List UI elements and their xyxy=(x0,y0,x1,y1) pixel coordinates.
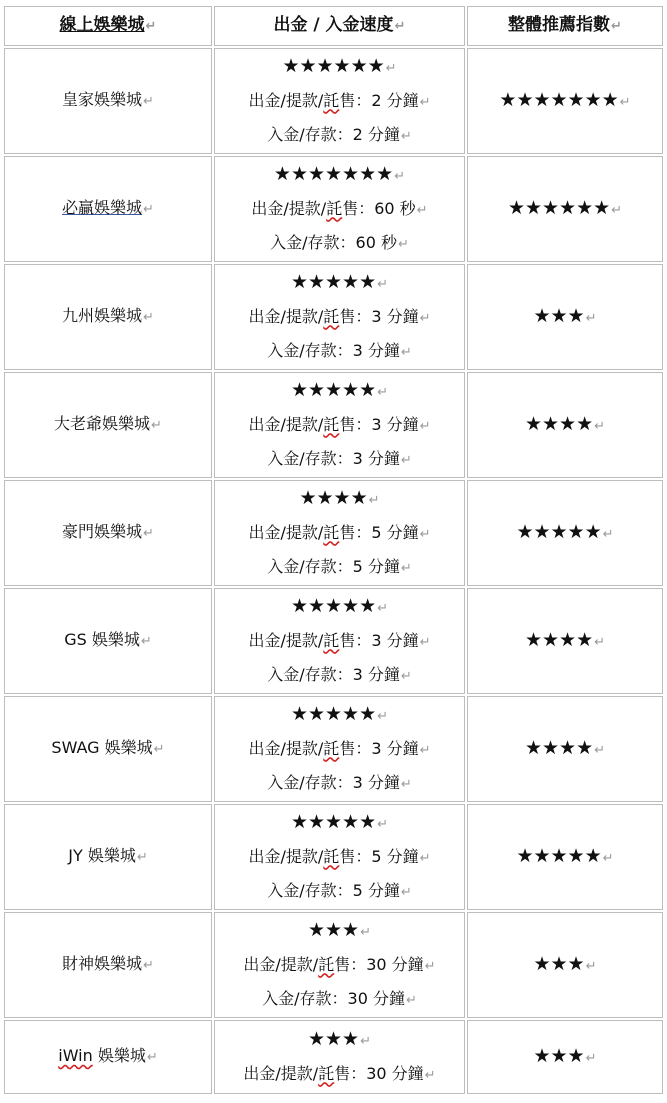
paragraph-mark-icon: ↵ xyxy=(400,560,412,576)
paragraph-mark-icon: ↵ xyxy=(400,776,412,792)
casino-name: iWin 娛樂城 xyxy=(58,1046,146,1065)
withdraw-speed: 出金/提款/託售：30 分鐘 xyxy=(243,1063,424,1083)
table-row xyxy=(4,588,663,694)
deposit-speed: 入金/存款：3 分鐘 xyxy=(267,772,400,792)
paragraph-mark-icon: ↵ xyxy=(377,708,389,724)
paragraph-mark-icon: ↵ xyxy=(400,128,412,144)
speed-cell xyxy=(214,480,465,586)
deposit-speed: 入金/存款：2 分鐘 xyxy=(267,124,400,144)
paragraph-mark-icon: ↵ xyxy=(377,600,389,616)
paragraph-mark-icon: ↵ xyxy=(611,202,623,218)
overall-rating-cell xyxy=(467,264,663,370)
overall-rating-cell xyxy=(467,48,663,154)
deposit-speed: 入金/存款：5 分鐘 xyxy=(267,880,400,900)
speed-stars: ★★★ xyxy=(307,1027,360,1050)
speed-stars: ★★★★★ xyxy=(290,270,377,293)
paragraph-mark-icon: ↵ xyxy=(140,634,152,649)
overall-stars: ★★★★★ xyxy=(516,520,602,543)
table-row xyxy=(4,1020,663,1094)
paragraph-mark-icon: ↵ xyxy=(419,418,431,434)
table-row xyxy=(4,696,663,802)
paragraph-mark-icon: ↵ xyxy=(143,310,154,325)
paragraph-mark-icon: ↵ xyxy=(594,634,606,650)
paragraph-mark-icon: ↵ xyxy=(394,168,406,184)
withdraw-speed: 出金/提款/託售：3 分鐘 xyxy=(248,738,419,758)
overall-rating-cell xyxy=(467,480,663,586)
withdraw-speed: 出金/提款/託售：30 分鐘 xyxy=(243,954,424,974)
paragraph-mark-icon: ↵ xyxy=(143,94,154,109)
paragraph-mark-icon: ↵ xyxy=(602,850,614,866)
casino-name-cell xyxy=(4,48,212,154)
paragraph-mark-icon: ↵ xyxy=(136,850,148,865)
paragraph-mark-icon: ↵ xyxy=(585,310,597,326)
paragraph-mark-icon: ↵ xyxy=(377,384,389,400)
header-speed: 出金 / 入金速度↵ xyxy=(214,6,465,46)
table-row xyxy=(4,480,663,586)
casino-name-cell xyxy=(4,804,212,910)
speed-stars: ★★★★★ xyxy=(290,378,377,401)
paragraph-mark-icon: ↵ xyxy=(151,418,162,433)
paragraph-mark-icon: ↵ xyxy=(400,884,412,900)
overall-stars: ★★★★★★ xyxy=(507,196,611,219)
withdraw-speed: 出金/提款/託售：3 分鐘 xyxy=(248,414,419,434)
casino-name: 豪門娛樂城 xyxy=(62,522,143,541)
overall-stars: ★★★ xyxy=(533,304,585,327)
casino-name-cell xyxy=(4,588,212,694)
table-row xyxy=(4,156,663,262)
table-row xyxy=(4,264,663,370)
paragraph-mark-icon: ↵ xyxy=(416,202,428,218)
casino-name: 皇家娛樂城 xyxy=(62,90,143,109)
casino-name-cell xyxy=(4,696,212,802)
speed-cell xyxy=(214,696,465,802)
paragraph-mark-icon: ↵ xyxy=(419,310,431,326)
casino-name: 必贏娛樂城 xyxy=(62,198,143,217)
header-row xyxy=(4,6,663,46)
casino-name-cell xyxy=(4,372,212,478)
paragraph-mark-icon: ↵ xyxy=(424,958,436,974)
paragraph-mark-icon: ↵ xyxy=(419,742,431,758)
paragraph-mark-icon: ↵ xyxy=(585,958,597,974)
paragraph-mark-icon: ↵ xyxy=(424,1067,436,1083)
overall-rating-cell xyxy=(467,588,663,694)
withdraw-speed: 出金/提款/託售：5 分鐘 xyxy=(248,522,419,542)
withdraw-speed: 出金/提款/託售：2 分鐘 xyxy=(248,90,419,110)
withdraw-speed: 出金/提款/託售：60 秒 xyxy=(251,198,416,218)
deposit-speed: 入金/存款：3 分鐘 xyxy=(267,340,400,360)
speed-stars: ★★★★★★ xyxy=(282,54,385,77)
paragraph-mark-icon: ↵ xyxy=(400,668,412,684)
withdraw-speed: 出金/提款/託售：3 分鐘 xyxy=(248,306,419,326)
overall-rating-cell xyxy=(467,372,663,478)
paragraph-mark-icon: ↵ xyxy=(360,1033,371,1049)
paragraph-mark-icon: ↵ xyxy=(400,344,412,360)
header-casino-name: 線上娛樂城↵ xyxy=(4,6,212,46)
overall-stars: ★★★★★ xyxy=(516,844,602,867)
casino-name: SWAG 娛樂城 xyxy=(51,738,153,757)
casino-name-cell xyxy=(4,480,212,586)
overall-rating-cell xyxy=(467,696,663,802)
header-overall-rating: 整體推薦指數↵ xyxy=(467,6,663,46)
speed-cell xyxy=(214,264,465,370)
comparison-table xyxy=(2,4,665,1096)
speed-cell xyxy=(214,588,465,694)
withdraw-speed: 出金/提款/託售：3 分鐘 xyxy=(248,630,419,650)
overall-stars: ★★★★ xyxy=(524,736,594,759)
speed-cell xyxy=(214,912,465,1018)
deposit-speed: 入金/存款：3 分鐘 xyxy=(267,664,400,684)
casino-name: GS 娛樂城 xyxy=(64,630,140,649)
paragraph-mark-icon: ↵ xyxy=(153,742,165,757)
paragraph-mark-icon: ↵ xyxy=(143,526,154,541)
overall-rating-cell xyxy=(467,804,663,910)
paragraph-mark-icon: ↵ xyxy=(143,958,154,973)
paragraph-mark-icon: ↵ xyxy=(419,634,431,650)
speed-stars: ★★★★★ xyxy=(290,702,377,725)
paragraph-mark-icon: ↵ xyxy=(419,94,431,110)
paragraph-mark-icon: ↵ xyxy=(143,202,154,217)
paragraph-mark-icon: ↵ xyxy=(419,850,431,866)
table-row xyxy=(4,804,663,910)
paragraph-mark-icon: ↵ xyxy=(385,60,397,76)
speed-stars: ★★★★ xyxy=(299,486,368,509)
casino-name-cell xyxy=(4,912,212,1018)
overall-stars: ★★★ xyxy=(533,952,585,975)
paragraph-mark-icon: ↵ xyxy=(360,924,371,940)
casino-name: 九州娛樂城 xyxy=(62,306,143,325)
overall-rating-cell xyxy=(467,1020,663,1094)
casino-name-cell xyxy=(4,264,212,370)
paragraph-mark-icon: ↵ xyxy=(585,1050,597,1066)
paragraph-mark-icon: ↵ xyxy=(400,452,412,468)
casino-name-cell xyxy=(4,1020,212,1094)
table-row xyxy=(4,372,663,478)
overall-rating-cell xyxy=(467,912,663,1018)
casino-name-cell xyxy=(4,156,212,262)
deposit-speed: 入金/存款：5 分鐘 xyxy=(267,556,400,576)
paragraph-mark-icon: ↵ xyxy=(368,492,380,508)
speed-stars: ★★★ xyxy=(307,918,360,941)
table-row xyxy=(4,48,663,154)
deposit-speed: 入金/存款：3 分鐘 xyxy=(267,448,400,468)
paragraph-mark-icon: ↵ xyxy=(146,1050,158,1065)
deposit-speed: 入金/存款：60 秒 xyxy=(270,232,397,252)
paragraph-mark-icon: ↵ xyxy=(377,276,389,292)
paragraph-mark-icon: ↵ xyxy=(594,418,606,434)
speed-stars: ★★★★★ xyxy=(290,810,377,833)
overall-stars: ★★★ xyxy=(533,1044,585,1067)
casino-name: JY 娛樂城 xyxy=(68,846,136,865)
speed-stars: ★★★★★★★ xyxy=(273,162,394,185)
table-row xyxy=(4,912,663,1018)
paragraph-mark-icon: ↵ xyxy=(397,236,409,252)
paragraph-mark-icon: ↵ xyxy=(619,94,631,110)
casino-name: 財神娛樂城 xyxy=(62,954,143,973)
paragraph-mark-icon: ↵ xyxy=(602,526,614,542)
speed-cell xyxy=(214,48,465,154)
paragraph-mark-icon: ↵ xyxy=(594,742,606,758)
overall-stars: ★★★★ xyxy=(524,628,594,651)
speed-cell xyxy=(214,1020,465,1094)
speed-stars: ★★★★★ xyxy=(290,594,377,617)
paragraph-mark-icon: ↵ xyxy=(405,992,417,1008)
overall-rating-cell xyxy=(467,156,663,262)
speed-cell xyxy=(214,804,465,910)
paragraph-mark-icon: ↵ xyxy=(419,526,431,542)
casino-name: 大老爺娛樂城 xyxy=(54,414,151,433)
withdraw-speed: 出金/提款/託售：5 分鐘 xyxy=(248,846,419,866)
speed-cell xyxy=(214,372,465,478)
deposit-speed: 入金/存款：30 分鐘 xyxy=(262,988,405,1008)
paragraph-mark-icon: ↵ xyxy=(377,816,389,832)
overall-stars: ★★★★★★★ xyxy=(499,88,619,111)
overall-stars: ★★★★ xyxy=(524,412,594,435)
speed-cell xyxy=(214,156,465,262)
